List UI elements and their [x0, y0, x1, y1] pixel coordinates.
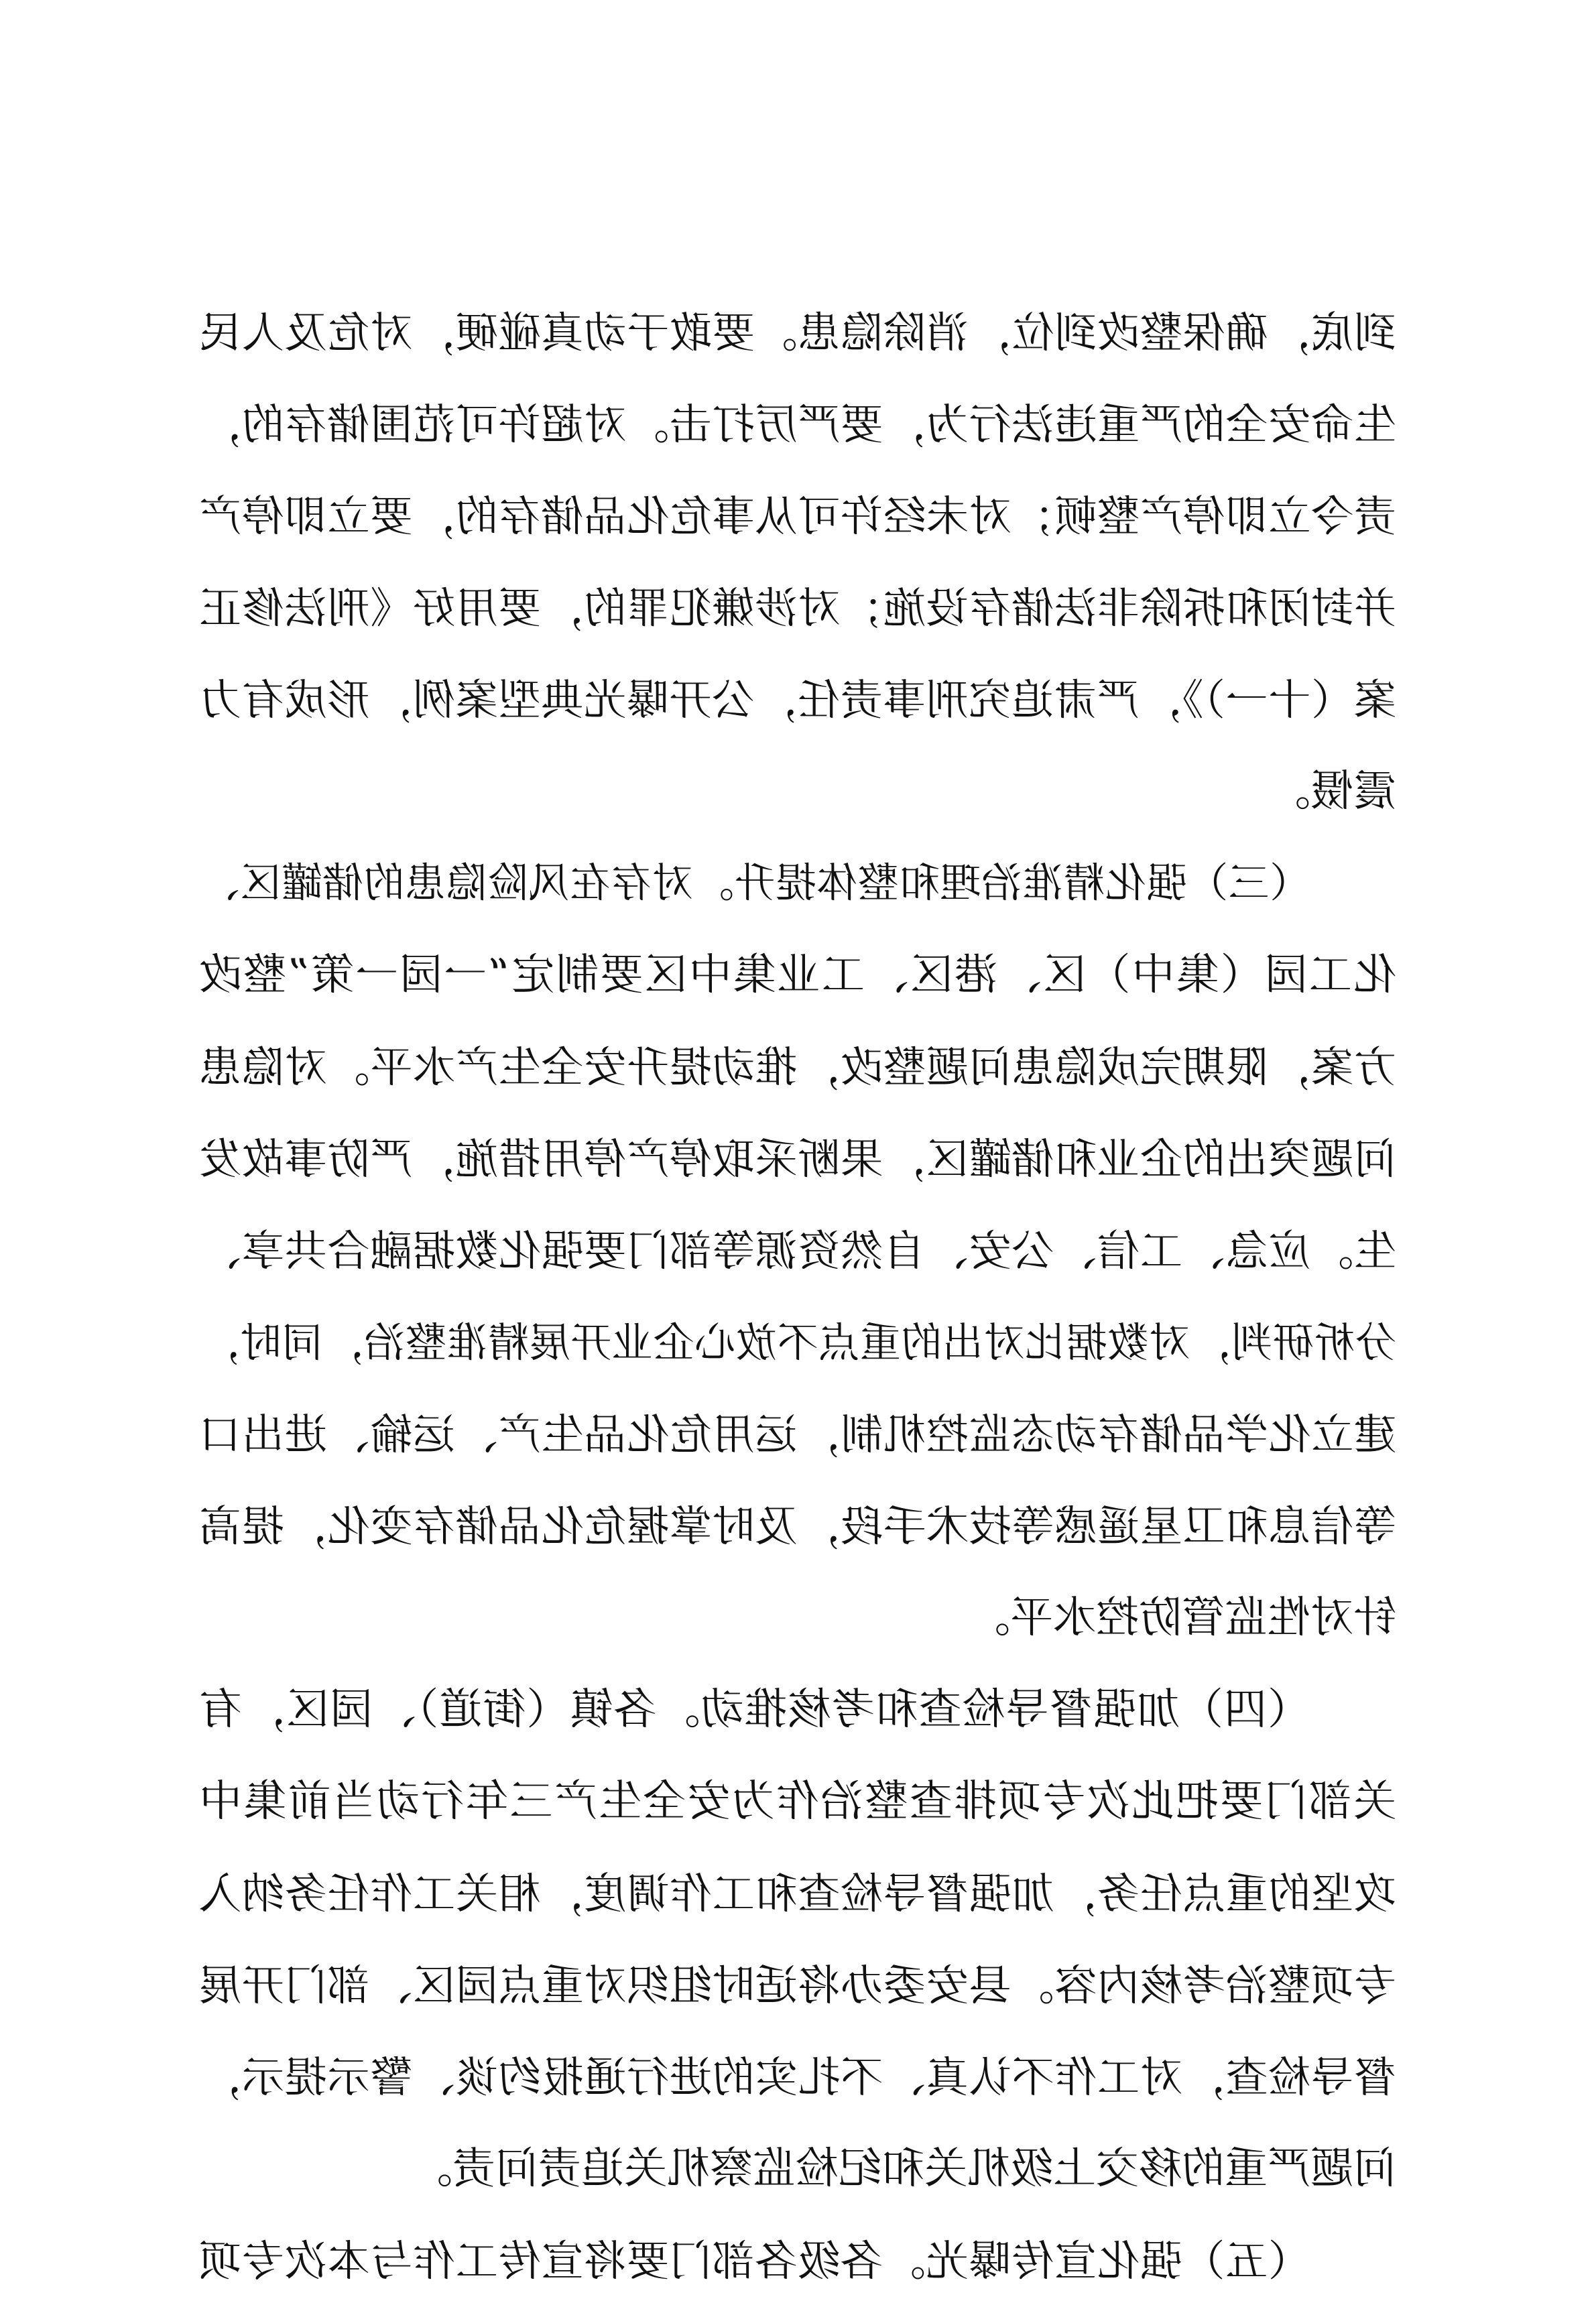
section-heading-line: （三）强化精准治理和整体提升。对存在风险隐患的储罐区、	[199, 860, 1310, 907]
paragraph-2	[199, 838, 1396, 1664]
body-text	[199, 287, 1396, 2307]
text-line: 生。应急、工信、公安、自然资源等部门要强化数据融合共享、	[199, 1226, 1396, 1275]
text-line: 针对性监管防控水平。	[967, 1593, 1396, 1643]
section-heading-line: （四）加强督导检查和考核推动。各镇（街道）、园区，有	[199, 1685, 1310, 1735]
text-line: 方案，限期完成隐患问题整改，推动提升安全生产水平。对隐患	[199, 1042, 1396, 1092]
text-line: 生命安全的严重违法行为，要严厉打击。对超许可范围储存的，	[199, 399, 1396, 449]
section-heading-line: （五）强化宣传曝光。各级各部门要将宣传工作与本次专项	[199, 2236, 1310, 2286]
text-line: 攻坚的重点任务，加强督导检查和工作调度，相关工作任务纳入	[199, 1869, 1396, 1918]
text-line: 分析研判，对数据比对出的重点不放心企业开展精准整治，同时，	[199, 1319, 1396, 1367]
text-line: 专项整治考核内容。县安委办将适时组织对重点园区、部门开展	[199, 1960, 1396, 2010]
text-line: 震慑。	[1268, 767, 1396, 816]
text-line: 并封闭和拆除非法储存设施；对涉嫌犯罪的，要用好《刑法修正	[199, 583, 1396, 633]
text-line: 督导检查，对工作不认真、不扎实的进行通报约谈、警示提示，	[199, 2052, 1396, 2102]
text-line: 等信息和卫星遥感等技术手段，及时掌握危化品储存变化，提高	[199, 1501, 1396, 1551]
text-line: 问题严重的移交上级机关和纪检监察机关追责问责。	[410, 2144, 1396, 2194]
text-line: 化工园（集中）区、港区、工业集中区要制定“一园一策”整改	[199, 950, 1396, 1000]
text-line: 案（十一）》，严肃追究刑事责任，公开曝光典型案例，形成有力	[199, 675, 1396, 725]
paragraph-1	[199, 287, 1396, 838]
text-line: 到底，确保整改到位，消除隐患。要敢于动真碰硬，对危及人民	[199, 308, 1396, 357]
paragraph-3	[199, 1664, 1396, 2215]
text-line: 关部门要把此次专项排查整治作为安全生产三年行动当前集中	[199, 1777, 1396, 1826]
text-line: 责令立即停产整顿；对未经许可从事危化品储存的，要立即停产	[199, 491, 1396, 541]
paragraph-4	[199, 2215, 1396, 2307]
text-line: 问题突出的企业和储罐区，果断采取停产停用措施，严防事故发	[199, 1134, 1396, 1184]
text-line: 建立化学品储存动态监控机制，运用危化品生产、运输、进出口	[199, 1410, 1396, 1459]
